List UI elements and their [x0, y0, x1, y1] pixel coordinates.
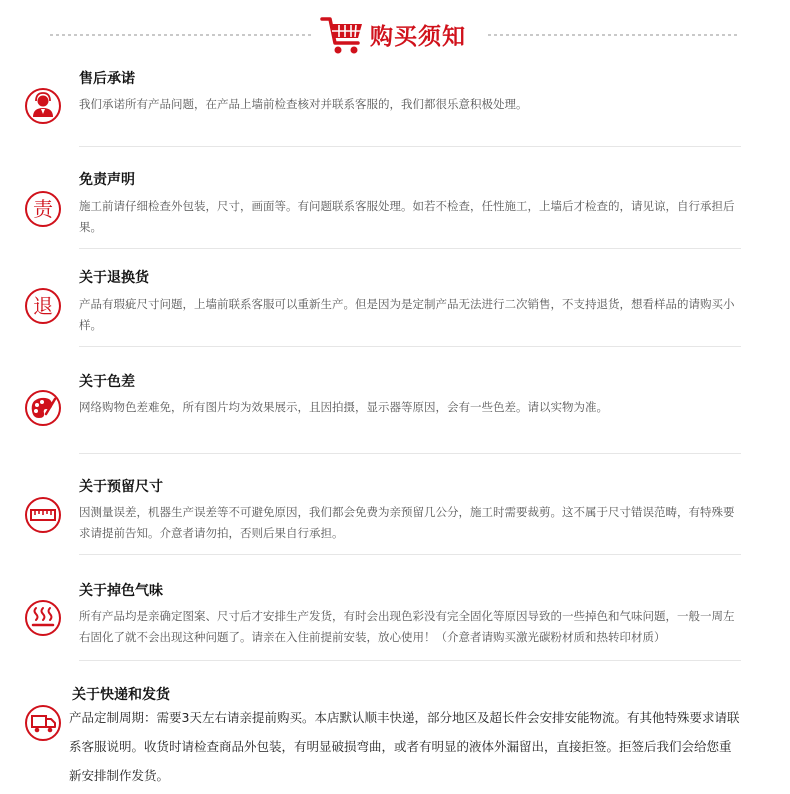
- section-text: 我们承诺所有产品问题，在产品上墙前检查核对并联系客服的，我们都很乐意积极处理。: [79, 97, 528, 111]
- responsibility-icon: [24, 190, 62, 228]
- section-title: 关于掉色气味: [79, 583, 163, 599]
- return-glyph: 退: [33, 294, 53, 318]
- section-divider: [79, 146, 741, 147]
- section-divider: [79, 346, 741, 347]
- section-divider: [79, 660, 741, 661]
- section-title: 免责声明: [79, 172, 135, 188]
- section-text: 施工前请仔细检查外包装，尺寸，画面等。有问题联系客服处理。如若不检查，任性施工，上墙后才检查的，请见谅，自行承担后果。: [79, 199, 735, 234]
- section-title: 关于退换货: [79, 270, 149, 286]
- responsibility-glyph: 责: [33, 197, 53, 221]
- section-text: 产品有瑕疵尺寸问题，上墙前联系客服可以重新生产。但是因为是定制产品无法进行二次销售，不支持退货，想看样品的请购买小样。: [79, 297, 735, 332]
- notice-header: [0, 0, 790, 70]
- page-title: 购买须知: [370, 24, 466, 50]
- header-divider-left: [50, 34, 312, 36]
- section-title: 关于预留尺寸: [79, 479, 163, 495]
- section-title: 关于色差: [79, 374, 135, 390]
- section-divider: [79, 248, 741, 249]
- section-title: 关于快递和发货: [72, 687, 170, 703]
- section-text: 网络购物色差难免，所有图片均为效果展示，且因拍摄，显示器等原因，会有一些色差。请以实物为准。: [79, 400, 608, 414]
- odor-icon: [24, 599, 62, 637]
- section-title: 售后承诺: [79, 71, 135, 87]
- ruler-icon: [24, 496, 62, 534]
- palette-icon: [24, 389, 62, 427]
- header-divider-right: [488, 34, 740, 36]
- section-divider: [79, 453, 741, 454]
- truck-icon: [24, 704, 62, 742]
- section-text: 产品定制周期：需要3天左右请亲提前购买。本店默认顺丰快递，部分地区及超长件会安排安能物流。有其他特殊要求请联系客服说明。收货时请检查商品外包装，有明显破损弯曲，或者有明显的液体外漏留出，直接拒签。拒签后我们会给您重新安排制作发货。: [69, 710, 740, 783]
- service-person-icon: [24, 87, 62, 125]
- section-text: 因测量误差，机器生产误差等不可避免原因，我们都会免费为亲预留几公分，施工时需要裁剪。这不属于尺寸错误范畴，有特殊要求请提前告知。介意者请勿拍，否则后果自行承担。: [79, 505, 735, 540]
- section-text: 所有产品均是亲确定图案、尺寸后才安排生产发货，有时会出现色彩没有完全固化等原因导致的一些掉色和气味问题，一般一周左右固化了就不会出现这种问题了。请亲在入住前提前安装，放心使用！（介意者请购买激光碳粉材质和热转印材质）: [79, 609, 735, 644]
- cart-icon: [320, 13, 366, 55]
- section-divider: [79, 554, 741, 555]
- return-icon: [24, 287, 62, 325]
